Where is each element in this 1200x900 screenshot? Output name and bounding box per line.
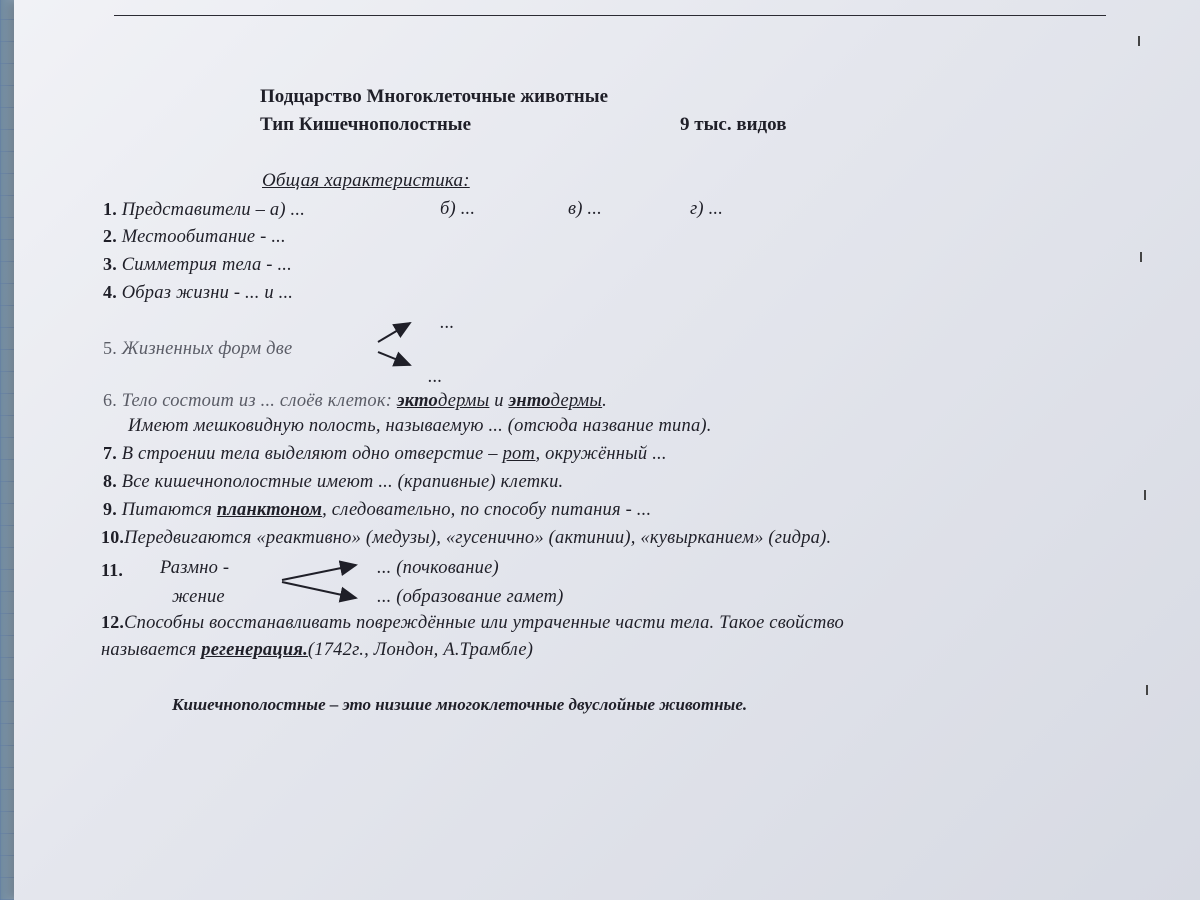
item-text: Жизненных форм две [121, 339, 293, 359]
item-text-post: (1742г., Лондон, А.Трамбле) [307, 640, 534, 660]
arrow-up-icon [282, 565, 356, 580]
item-text-post: , окружённый ... [535, 444, 667, 464]
item-number: 2. [103, 226, 117, 246]
item-text-post: , следовательно, по способу питания - ... [322, 500, 652, 520]
section-title: Общая характеристика: [262, 170, 470, 191]
item-1-d: г) ... [690, 199, 724, 219]
item-5-branch-2: ... [428, 367, 443, 387]
item-text: Симметрия тела - ... [121, 255, 292, 275]
conj-and: и [494, 391, 504, 411]
item-number: 11. [101, 560, 124, 580]
item-text: В строении тела выделяют одно отверстие – [121, 444, 498, 464]
item-6-line-2: Имеют мешковидную полость, называемую ... (отсюда название типа). [128, 416, 712, 436]
item-text: Местообитание - ... [121, 227, 286, 247]
item-11-label-1: Размно - [160, 558, 230, 578]
item-number: 1. [103, 199, 117, 219]
item-number: 10. [101, 527, 125, 547]
conclusion: Кишечнополостные – это низшие многоклеточные двуслойные животные. [172, 695, 748, 714]
term-plankton: планктоном [216, 500, 323, 520]
term-regeneration: регенерация. [201, 640, 308, 660]
item-text: Образ жизни - ... и ... [121, 283, 294, 303]
item-number: 6. [103, 390, 117, 410]
period: . [602, 391, 607, 411]
arrow-down-icon [282, 582, 356, 598]
item-11-branch-1: ... (почкование) [377, 558, 499, 578]
item-text: Передвигаются «реактивно» (медузы), «гусенично» (актинии), «кувырканием» (гидра). [124, 528, 832, 548]
item-number: 4. [103, 282, 117, 302]
item-number: 8. [103, 471, 117, 491]
item-text: Представители – а) ... [121, 200, 306, 220]
item-5-branch-1: ... [440, 313, 455, 333]
arrow-down-icon [378, 352, 410, 365]
term-mouth: рот [502, 444, 536, 464]
item-text: Способны восстанавливать повреждённые или утраченные части тела. Такое свойство [124, 613, 845, 633]
phylum-title: Тип Кишечнополостные [260, 114, 472, 135]
item-number: 7. [103, 443, 117, 463]
item-1-c: в) ... [568, 199, 602, 219]
term-endo: энто [508, 391, 551, 411]
term-ecto-suffix: дермы [437, 391, 490, 411]
item-number: 9. [103, 499, 117, 519]
item-11-label-2: жение [172, 587, 225, 607]
species-count: 9 тыс. видов [680, 114, 787, 135]
item-text: Питаются [121, 500, 212, 520]
item-number: 12. [101, 612, 125, 632]
item-text: Все кишечнополостные имеют ... (крапивные) клетки. [121, 472, 564, 492]
item-1-b: б) ... [440, 199, 476, 219]
item-number: 5. [103, 338, 117, 358]
arrow-up-icon [378, 323, 410, 342]
item-number: 3. [103, 254, 117, 274]
item-11-branch-2: ... (образование гамет) [377, 587, 564, 607]
subkingdom-title: Подцарство Многоклеточные животные [260, 86, 609, 107]
term-ecto: экто [396, 391, 438, 411]
term-endo-suffix: дермы [550, 391, 603, 411]
item-text: называется [101, 640, 197, 660]
item-text: Тело состоит из ... слоёв клеток: [121, 391, 393, 411]
